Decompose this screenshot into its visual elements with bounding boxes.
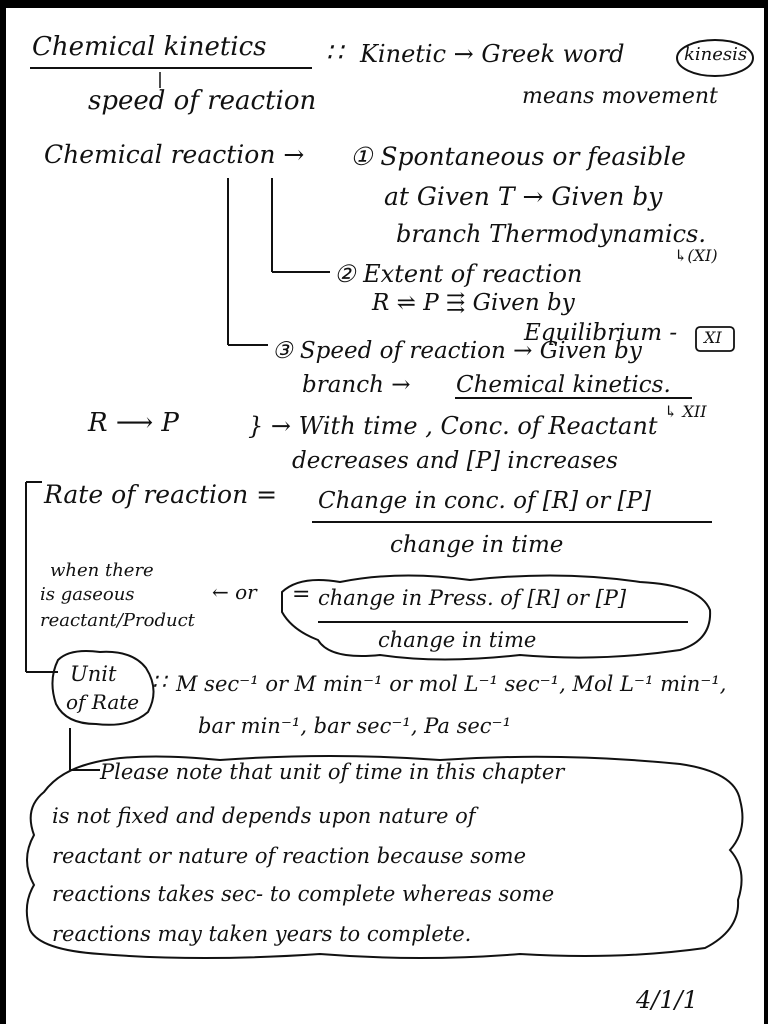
rate-label: Rate of reaction = xyxy=(44,480,278,509)
branch-1-line-1: ① Spontaneous or feasible xyxy=(350,142,686,171)
title-separator: ∷ xyxy=(326,38,343,68)
note-line-5: reactions may taken years to complete. xyxy=(52,922,472,946)
branch-2-line-2: R ⇌ P ⇶ Given by xyxy=(372,290,575,316)
unit-label-2: of Rate xyxy=(66,690,140,714)
unit-label-1: Unit xyxy=(70,662,117,686)
kinetic-greek-word: Kinetic → Greek word xyxy=(360,40,625,68)
gaseous-note-2: is gaseous xyxy=(40,584,135,605)
branch-3-chemical-kinetics: Chemical kinetics. xyxy=(456,372,671,398)
pressure-equals: = xyxy=(292,582,311,607)
speed-of-reaction: speed of reaction xyxy=(88,86,317,116)
chemical-reaction-head: Chemical reaction → xyxy=(44,140,305,169)
unit-separator: ∷ xyxy=(152,670,166,695)
branch-2-class: XI xyxy=(704,328,722,347)
note-line-2: is not fixed and depends upon nature of xyxy=(52,804,476,828)
means-movement: means movement xyxy=(522,84,718,109)
r-to-p-equation: R ⟶ P xyxy=(88,408,179,438)
pressure-denominator: change in time xyxy=(378,628,537,652)
page-number: 4/1/1 xyxy=(636,986,698,1014)
unit-line-1: M sec⁻¹ or M min⁻¹ or mol L⁻¹ sec⁻¹, Mol L⁻¹ min⁻¹, xyxy=(176,672,727,696)
branch-2-line-3: Equilibrium - xyxy=(524,320,678,346)
unit-line-2: bar min⁻¹, bar sec⁻¹, Pa sec⁻¹ xyxy=(198,714,512,738)
or-arrow: ← or xyxy=(212,580,257,604)
rate-denominator: change in time xyxy=(390,532,564,558)
rp-line-1: } → With time , Conc. of Reactant xyxy=(248,412,658,440)
rp-line-2: decreases and [P] increases xyxy=(292,448,618,474)
title-chemical-kinetics: Chemical kinetics xyxy=(32,32,267,62)
gaseous-note-3: reactant/Product xyxy=(40,610,195,631)
branch-1-line-2: at Given T → Given by xyxy=(384,182,663,211)
rate-numerator: Change in conc. of [R] or [P] xyxy=(318,488,651,514)
pressure-numerator: change in Press. of [R] or [P] xyxy=(318,586,627,610)
note-line-1: Please note that unit of time in this chapter xyxy=(100,760,565,784)
gaseous-note-1: when there xyxy=(50,560,154,581)
branch-3-line-1: ③ Speed of reaction → Given by xyxy=(272,338,642,364)
branch-1-class: ↳(XI) xyxy=(674,246,718,265)
branch-2-line-1: ② Extent of reaction xyxy=(334,260,583,288)
note-line-3: reactant or nature of reaction because some xyxy=(52,844,527,868)
note-line-4: reactions takes sec- to complete whereas some xyxy=(52,882,555,906)
branch-3-class: ↳ XII xyxy=(664,402,707,421)
branch-1-line-3: branch Thermodynamics. xyxy=(396,220,706,248)
branch-3-line-2: branch → xyxy=(302,372,411,398)
kinesis-word: kinesis xyxy=(684,44,748,65)
